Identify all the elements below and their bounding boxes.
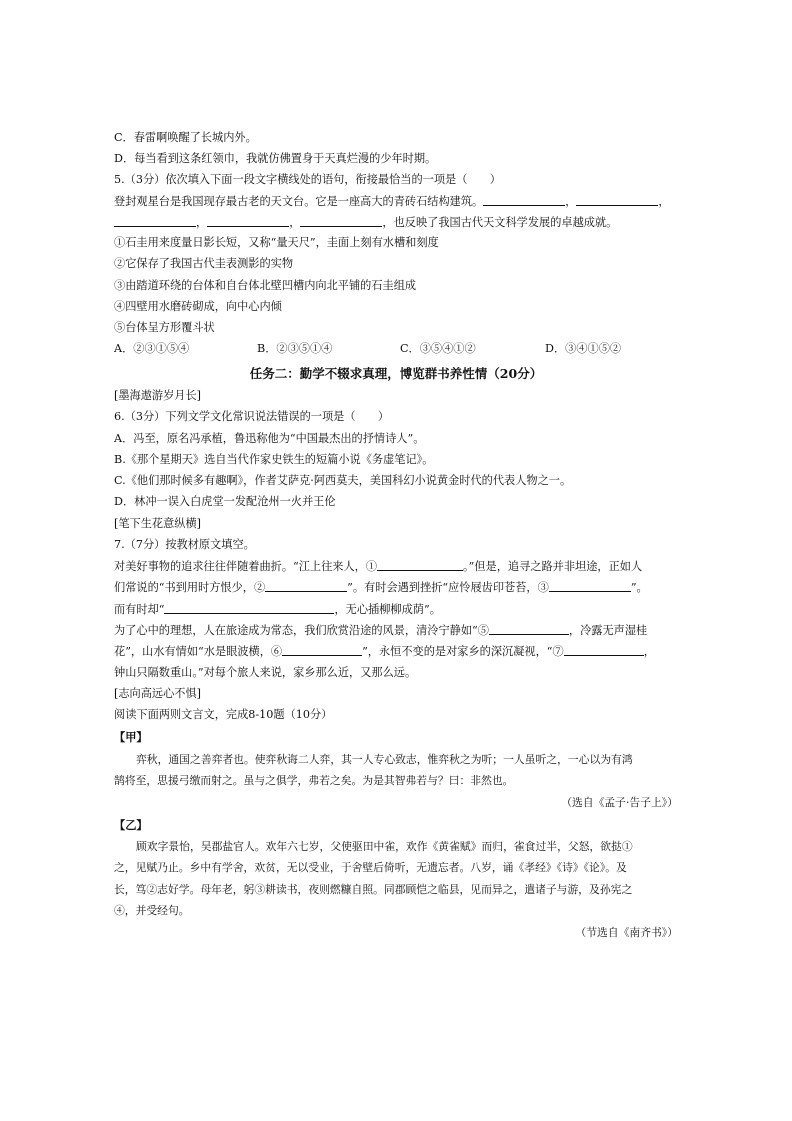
q7-blank-6[interactable] [282,644,362,656]
q7-blank-4[interactable] [164,602,334,614]
q5-blank-4[interactable] [207,215,289,227]
q5-passage-text: ，也反映了我国古代天文科学发展的卓越成就。 [382,216,618,229]
q6-option-d: D．林冲一误入白虎堂一发配沧州一火并王伦 [114,495,336,508]
q7-text: ， [643,645,655,658]
q5-blank-5[interactable] [300,215,382,227]
q5-passage-line2 [114,215,617,230]
q7-text: 。”但是，追寻之路并非坦途，正如人 [463,560,643,573]
q5-passage-text: 登封观星台是我国现存最古老的天文台。它是一座高大的青砖石结构建筑。 [114,195,484,208]
q5-comma: ， [289,216,301,229]
q7-blank-5[interactable] [489,623,569,635]
q5-item: ①石圭用来度量日影长短，又称“量天尺”，圭面上刻有水槽和刻度 [114,236,439,249]
passage-jia-line: 弈秋，通国之善弈者也。使弈秋诲二人弈，其一人专心致志，惟弈秋之为听；一人虽听之，一心以为有鸿 [136,753,633,766]
q5-comma: ， [658,195,670,208]
q7-text: ，无心插柳柳成荫”。 [334,603,441,616]
q7-line-2 [114,580,648,595]
q7-line-6: 钟山只隔数重山。”对每个旅人来说，家乡那么近，又那么远。 [114,666,417,679]
q7-line-3 [114,602,441,617]
q7-text: 们常说的“书到用时方恨少，② [114,581,266,594]
q7-text: 花”，山水有情如“水是眼波横，⑥ [114,645,283,658]
q7-text: 而有时却“ [114,603,165,616]
q6-option-b: B.《那个星期天》选自当代作家史铁生的短篇小说《务虚笔记》。 [114,453,434,466]
q7-text: ”。有时会遇到挫折“应怜屐齿印苍苔，③ [347,581,549,594]
q7-blank-1[interactable] [377,559,463,571]
q7-line-5 [114,644,655,659]
q6-option-a: A．冯至，原名冯承植，鲁迅称他为“中国最杰出的抒情诗人”。 [114,432,425,445]
q5-blank-2[interactable] [576,194,658,206]
q6-stem: 6.（3分）下列文学文化常识说法错误的一项是（ ） [114,410,390,423]
q7-text: ，冷露无声湿桂 [568,624,648,637]
q5-stem: 5.（3分）依次填入下面一段文字横线处的语句，衔接最恰当的一项是（ ） [114,173,501,186]
q5-choice-d: D．③④①⑤② [545,342,622,355]
q5-item: ④四壁用水磨砖砌成，向中心内倾 [114,300,282,313]
q4-option-d: D．每当看到这条红领巾，我就仿佛置身于天真烂漫的少年时期。 [114,152,437,165]
q5-choice-b: B．②③⑤①④ [257,342,333,355]
q7-text: 对美好事物的追求往往伴随着曲折。“江上往来人，① [114,560,378,573]
q5-passage-line1 [114,194,670,209]
q5-choice-a: A．②③①⑤④ [114,342,190,355]
q7-text: ”。 [630,581,648,594]
q7-blank-2[interactable] [265,580,347,592]
q5-choice-c: C．③⑤④①② [400,342,476,355]
q7-stem: 7.（7分）按教材原文填空。 [114,538,255,551]
passage-jia-line: 鹄将至，思援弓缴而射之。虽与之俱学，弗若之矣。为是其智弗若与？曰：非然也。 [114,774,514,787]
q7-line-4 [114,623,647,638]
passage-yi-line: 之，见赋乃止。乡中有学舍，欢贫，无以受业，于舍壁后倚听，无遗忘者。八岁，诵《孝经》《诗》《论》。及 [114,861,627,874]
q5-item: ②它保存了我国古代圭表测影的实物 [114,257,294,270]
task2-title: 任务二：勤学不辍求真理，博览群书养性情（20分） [249,366,543,381]
passage-yi-line: 长，笃②志好学。母年老，躬③耕读书，夜则燃糠自照。同郡顾恺之临县，见而异之，遣诸子与游，及孙宪之 [114,883,633,896]
q4-option-c: C．春雷啊唤醒了长城内外。 [114,131,257,144]
q5-comma: ， [196,216,208,229]
reading-intro: 阅读下面两则文言文，完成8-10题（10分） [114,708,333,721]
q7-text: ”，永恒不变的是对家乡的深沉凝视，“⑦ [362,645,564,658]
section-heading: [志向高远心不惧] [114,687,202,700]
passage-yi-label: 【乙】 [114,818,148,832]
q7-line-1 [114,559,642,574]
passage-yi-source: （节选自《南齐书》） [575,926,678,939]
passage-yi-line: ④，并受经句。 [114,904,190,917]
passage-jia-label: 【甲】 [114,730,148,744]
q7-blank-7[interactable] [564,644,644,656]
section-heading: [笔下生花意纵横] [114,517,202,530]
q7-text: 为了心中的理想，人在旅途成为常态，我们欣赏沿途的风景，清泠宁静如“⑤ [114,624,489,637]
q5-blank-1[interactable] [483,194,565,206]
passage-yi-line: 顾欢字景怡，吴郡盐官人。欢年六七岁，父使驱田中雀，欢作《黄雀赋》而归，雀食过半，父怒，欲挞① [136,840,633,853]
section-heading: [墨海遨游岁月长] [114,389,202,402]
q5-comma: ， [565,195,577,208]
passage-jia-source: （选自《孟子·告子上》） [561,796,678,809]
q6-option-c: C.《他们那时候多有趣啊》，作者艾萨克·阿西莫夫，美国科幻小说黄金时代的代表人物之一。 [114,474,572,487]
q5-item: ⑤台体呈方形覆斗状 [114,321,215,334]
q5-item: ③由踏道环绕的台体和自台体北壁凹槽内向北平铺的石圭组成 [114,279,417,292]
q5-blank-3[interactable] [114,215,196,227]
q7-blank-3[interactable] [549,580,631,592]
